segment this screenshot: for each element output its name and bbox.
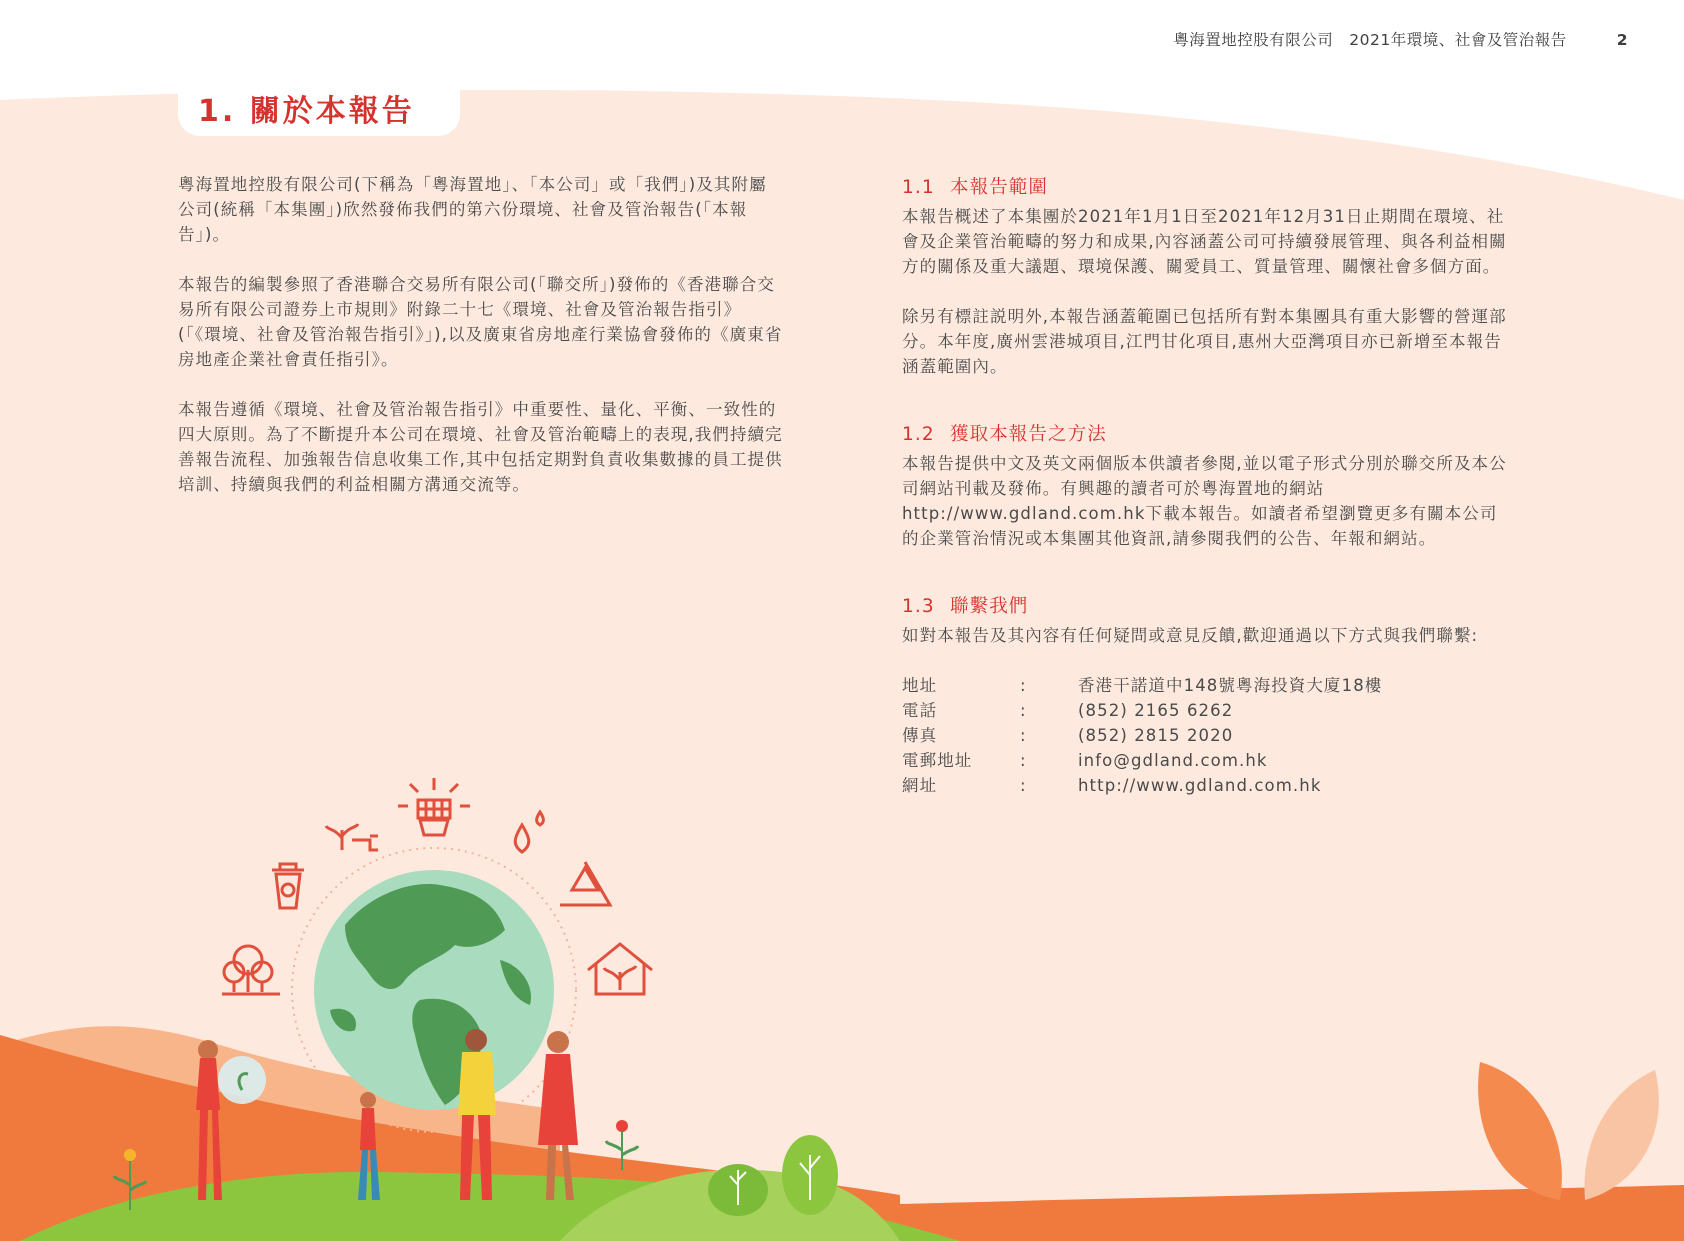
contact-row-address: [902, 673, 1508, 698]
contact-label: 電話: [902, 701, 938, 720]
section-heading-1-3: [902, 593, 1508, 621]
contact-label: 網址: [902, 776, 938, 795]
contact-list: [902, 673, 1508, 798]
contact-colon: :: [1020, 776, 1027, 795]
intro-paragraph: 粵海置地控股有限公司(下稱為「粵海置地」、「本公司」或「我們」)及其附屬公司(統稱「本集團」)欣然發佈我們的第六份環境、社會及管治報告(「本報告」)。: [178, 175, 767, 244]
contact-value: (852) 2165 6262: [1078, 701, 1234, 720]
section-number: 1.3: [902, 596, 935, 617]
section-heading-text: 本報告範圍: [950, 177, 1049, 198]
contact-row-website: [902, 773, 1508, 798]
contact-colon: :: [1020, 676, 1027, 695]
contact-row-phone: [902, 698, 1508, 723]
contact-value: (852) 2815 2020: [1078, 726, 1234, 745]
section-heading-text: 聯繫我們: [950, 596, 1029, 617]
contact-label: 傳真: [902, 726, 938, 745]
section-paragraph: 本報告概述了本集團於2021年1月1日至2021年12月31日止期間在環境、社會及企業管治範疇的努力和成果,內容涵蓋公司可持續發展管理、與各利益相關方的關係及重大議題、環境保護、關愛員工、質量管理、關懷社會多個方面。: [902, 207, 1507, 276]
intro-paragraph: 本報告的編製參照了香港聯合交易所有限公司(「聯交所」)發佈的《香港聯合交易所有限公司證券上市規則》附錄二十七《環境、社會及管治報告指引》(「《環境、社會及管治報告指引》」),以及廣東省房地產行業協會發佈的《廣東省房地產企業社會責任指引》。: [178, 275, 783, 369]
page-number: 2: [1616, 31, 1628, 49]
intro-paragraph: 本報告遵循《環境、社會及管治報告指引》中重要性、量化、平衡、一致性的四大原則。為了不斷提升本公司在環境、社會及管治範疇上的表現,我們持續完善報告流程、加強報告信息收集工作,其中包括定期對負責收集數據的員工提供培訓、持續與我們的利益相關方溝通交流等。: [178, 400, 783, 494]
section-paragraph: 本報告提供中文及英文兩個版本供讀者參閱,並以電子形式分別於聯交所及本公司網站刊載及發佈。有興趣的讀者可於粵海置地的網站http://www.gdland.com.hk下載本報告。如讀者希望瀏覽更多有關本公司的企業管治情況或本集團其他資訊,請參閱我們的公告、年報和網站。: [902, 454, 1507, 548]
section-heading-text: 獲取本報告之方法: [950, 424, 1107, 445]
section-number: 1.2: [902, 424, 935, 445]
running-header: [1173, 28, 1628, 50]
intro-column: [178, 172, 784, 522]
section-heading-1-1: [902, 174, 1508, 202]
section-title: 1. 關於本報告: [198, 94, 415, 129]
section-number: 1.1: [902, 177, 935, 198]
contact-email-link[interactable]: info@gdland.com.hk: [1078, 751, 1268, 770]
contact-value: 香港干諾道中148號粵海投資大廈18樓: [1078, 676, 1383, 695]
contact-row-fax: [902, 723, 1508, 748]
section-heading-1-2: [902, 421, 1508, 449]
contact-row-email: [902, 748, 1508, 773]
header-report-title: 2021年環境、社會及管治報告: [1349, 31, 1567, 49]
contact-colon: :: [1020, 701, 1027, 720]
contact-website-link[interactable]: http://www.gdland.com.hk: [1078, 776, 1322, 795]
contact-label: 電郵地址: [902, 751, 973, 770]
section-paragraph: 除另有標註説明外,本報告涵蓋範圍已包括所有對本集團具有重大影響的營運部分。本年度,廣州雲港城項目,江門甘化項目,惠州大亞灣項目亦已新增至本報告涵蓋範圍內。: [902, 307, 1507, 376]
contact-colon: :: [1020, 726, 1027, 745]
contact-colon: :: [1020, 751, 1027, 770]
header-company: 粵海置地控股有限公司: [1173, 31, 1334, 49]
section-paragraph: 如對本報告及其內容有任何疑問或意見反饋,歡迎通過以下方式與我們聯繫:: [902, 626, 1479, 645]
contact-label: 地址: [902, 676, 938, 695]
sections-column: [902, 174, 1508, 798]
